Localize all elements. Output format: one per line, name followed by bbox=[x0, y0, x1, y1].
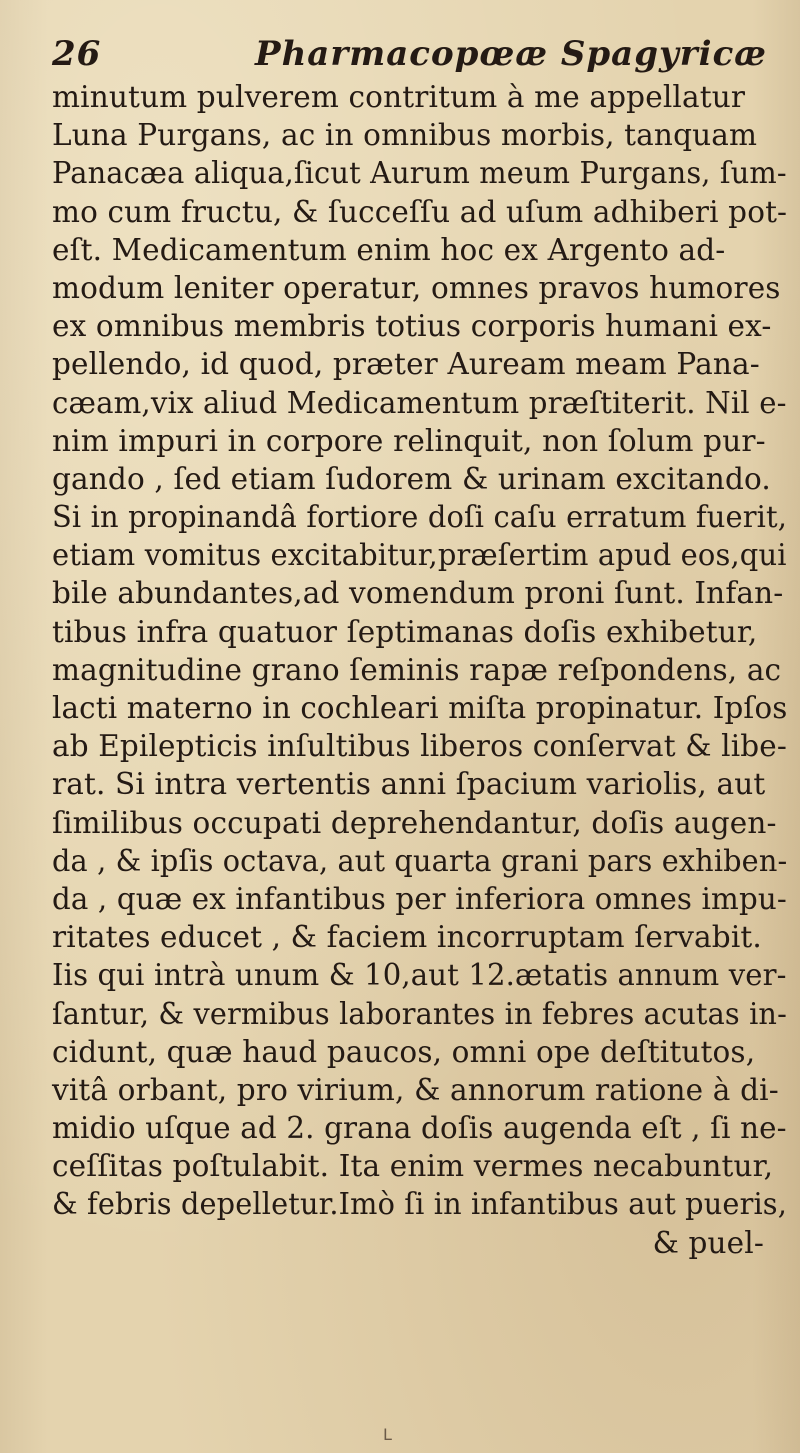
text-line: gando , ſed etiam ſudorem & urinam excitando. bbox=[52, 461, 771, 496]
text-line: bile abundantes,ad vomendum proni ſunt. Infan- bbox=[52, 576, 784, 611]
text-line: nim impuri in corpore relinquit, non ſolum pur- bbox=[52, 423, 766, 458]
text-line: mo cum fructu, & ſucceſſu ad uſum adhiberi pot- bbox=[52, 194, 788, 229]
text-line: eſt. Medicamentum enim hoc ex Argento ad- bbox=[52, 232, 726, 267]
text-line: ab Epilepticis inſultibus liberos conſervat & libe- bbox=[52, 729, 788, 764]
text-line: da , & ipſis octava, aut quarta grani pars exhiben- bbox=[52, 843, 788, 878]
text-line: Luna Purgans, ac in omnibus morbis, tanquam bbox=[52, 118, 758, 153]
text-line: cidunt, quæ haud paucos, omni ope deſtitutos, bbox=[52, 1034, 756, 1069]
text-line: da , quæ ex infantibus per inferiora omnes impu- bbox=[52, 881, 787, 916]
text-line: vitâ orbant, pro virium, & annorum ratione à di- bbox=[52, 1072, 779, 1107]
text-line: minutum pulverem contritum à me appellatur bbox=[52, 80, 746, 114]
text-line: etiam vomitus excitabitur,præſertim apud eos,qui bbox=[52, 538, 787, 573]
catchword: & puel- bbox=[652, 1225, 764, 1260]
text-line: Si in propinandâ fortiore doſi caſu erratum fuerit, bbox=[52, 500, 788, 535]
text-line: ſimilibus occupati deprehendantur, doſis augen- bbox=[52, 805, 777, 840]
text-line: Panacæa aliqua,ſicut Aurum meum Purgans, ſum- bbox=[52, 156, 787, 191]
text-line: ex omnibus membris totius corporis humani ex- bbox=[52, 309, 772, 344]
body-text bbox=[52, 78, 792, 1262]
text-line: & febris depelletur.Imò ſi in infantibus aut pueris, bbox=[52, 1187, 787, 1222]
text-line: rat. Si intra vertentis anni ſpacium variolis, aut bbox=[52, 767, 766, 802]
text-line: magnitudine grano ſeminis rapæ reſpondens, ac bbox=[52, 652, 782, 687]
text-line: pellendo, id quod, præter Auream meam Pana- bbox=[52, 347, 760, 382]
running-head: Pharmacopœæ Spagyricæ bbox=[255, 34, 767, 74]
text-line: tibus infra quatuor ſeptimanas doſis exhibetur, bbox=[52, 614, 758, 649]
text-line: Iis qui intrà unum & 10,aut 12.ætatis annum ver- bbox=[52, 958, 787, 993]
page-number: 26 bbox=[52, 34, 102, 74]
text-line: ritates educet , & faciem incorruptam ſervabit. bbox=[52, 920, 762, 955]
text-line: ſantur, & vermibus laborantes in febres acutas in- bbox=[52, 996, 787, 1031]
page-header bbox=[0, 30, 800, 80]
edge-mark: L bbox=[383, 1425, 392, 1444]
text-line: cæam,vix aliud Medicamentum præſtiterit. Nil e- bbox=[52, 385, 787, 420]
text-line: midio uſque ad 2. grana doſis augenda eſt , ſi ne- bbox=[52, 1111, 787, 1146]
text-line: lacti materno in cochleari miſta propinatur. Ipſos bbox=[52, 691, 788, 725]
text-line: ceſſitas poſtulabit. Ita enim vermes necabuntur, bbox=[52, 1149, 774, 1184]
text-line: modum leniter operatur, omnes pravos humores bbox=[52, 270, 781, 305]
